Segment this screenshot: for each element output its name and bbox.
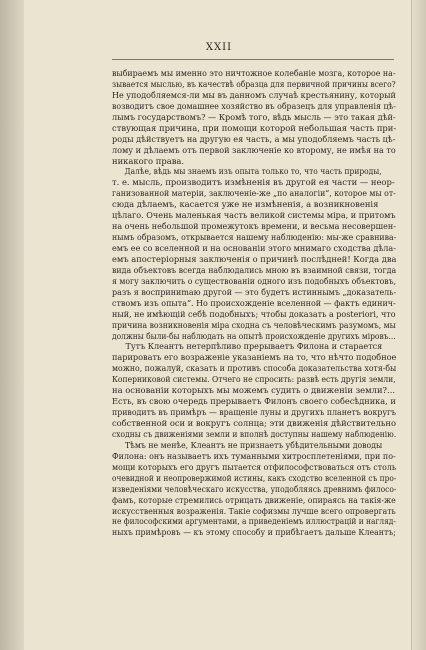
text-line: вида объектовъ всегда наблюдались мною въ взаимной связи, тогда: [112, 264, 397, 275]
text-line: сходны съ движеніями земли и вполнѣ доступны нашему наблюденію.: [112, 428, 397, 439]
text-line: возводитъ свое домашнее хозяйство въ образецъ для управленія цѣ-: [112, 100, 396, 111]
text-line: мощи которыхъ его другъ пытается отфилософствоваться отъ столь: [112, 461, 397, 472]
text-line: не философскими аргументами, а приведеніемъ иллюстрацій и нагляд-: [112, 516, 396, 527]
text-line: нымъ образомъ, открывается нашему наблюденію: мы-же сравнива-: [112, 232, 397, 243]
text-line: роды дѣйствуетъ на другую ея часть, а мы уподобляемъ часть цѣ-: [112, 133, 396, 144]
text-line: ствомъ изъ опыта“. Но происхожденіе вселенной — фактъ единич-: [112, 297, 396, 308]
page-number: XXII: [205, 42, 233, 53]
text-line: т. е. мысль, производитъ измѣненія въ другой ея части — неор-: [112, 177, 395, 188]
text-line: Далѣе, вѣдь мы знаемъ изъ опыта только то, что часть природы,: [124, 166, 382, 177]
page-gutter-shadow: [0, 0, 24, 650]
text-line: на очень небольшой промежутокъ времени, и весьма несовершен-: [112, 221, 396, 232]
text-line: парировать его возраженіе указаніемъ на то, что нѣчто подобное: [112, 352, 397, 363]
text-line: сюда дѣлаемъ, касается уже не измѣненія, а возникновенія: [112, 199, 379, 210]
text-line: приводитъ въ примѣръ — вращеніе луны и другихъ планетъ вокругъ: [112, 407, 397, 418]
text-line: очевидной и неопровержимой истины, какъ сходство вселенной съ про-: [112, 472, 397, 483]
text-line: лому и дѣлаемъ отъ первой заключеніе ко второму, не имѣя на то: [112, 144, 396, 155]
text-line: фамъ, которые стремились отрицать движеніе, опираясь на такія-же: [112, 494, 396, 505]
text-line: лымъ государствомъ? — Кромѣ того, вѣдь мысль — это такая дѣй-: [112, 111, 396, 122]
text-line: Есть, въ свою очередь прерываетъ Филонъ своего собесѣдника, и: [112, 396, 396, 407]
text-line: зывается мыслью, въ качествѣ образца для первичной причины всего?: [112, 78, 396, 89]
text-line: ганизованной матеріи, заключеніе-же „по аналогіи“, которое мы от-: [112, 188, 396, 199]
text-line: емъ апостеріорныя заключенія о причинѣ послѣдней! Когда два: [112, 253, 397, 264]
text-line: ный, не имѣющій себѣ подобныхъ; чтобы доказать a posteriori, что: [112, 308, 396, 319]
text-line: Коперниковой системы. Отчего не спросить: развѣ есть другія земли,: [112, 374, 396, 385]
text-line: Не уподобляемся-ли мы въ данномъ случаѣ крестьянину, который: [112, 89, 396, 100]
text-line: изведеніями человѣческаго искусства, уподобляясь древнимъ филосо-: [112, 483, 397, 494]
text-line: должны были-бы наблюдать на опытѣ происхожденіе другихъ міровъ...: [112, 330, 396, 341]
body-text: [112, 68, 396, 538]
text-line: никакого права.: [112, 155, 185, 166]
text-line: выбираемъ мы именно это ничтожное колебаніе мозга, которое на-: [112, 68, 396, 78]
book-page: [24, 0, 426, 650]
text-line: цѣлаго. Очень маленькая часть великой системы міра, и притомъ: [112, 210, 396, 221]
text-line: можно, пожалуй, сказать и противъ способа доказательства хотя-бы: [112, 363, 397, 374]
text-line: Тутъ Клеантъ нетерпѣливо прерываетъ Филона и старается: [125, 341, 383, 352]
page-edge: [411, 0, 426, 650]
header-rule: [112, 59, 394, 60]
text-line: искусственныя возраженія. Такіе софизмы лучше всего опровергать: [112, 505, 396, 516]
text-line: Тѣмъ не менѣе, Клеантъ не признаетъ убѣдительными доводы: [124, 439, 383, 450]
text-line: я могу заключить о существованіи одного изъ подобныхъ объектовъ,: [112, 275, 397, 286]
text-line: на основаніи которыхъ мы можемъ судить о движеніи земли?...: [112, 385, 396, 396]
text-line: собственной оси и вокругъ солнца; эти движенія дѣйствительно: [112, 418, 396, 428]
text-line: ныхъ примѣровъ — къ этому способу и прибѣгаетъ дальше Клеантъ;: [112, 527, 396, 538]
text-line: емъ ее со вселенной и на основаніи этого мнимаго сходства дѣла-: [112, 243, 396, 253]
text-line: разъ я восприниmаю другой — это будетъ истиннымъ „доказатель-: [112, 286, 397, 297]
text-line: Филона: онъ называетъ ихъ туманными хитросплетеніями, при по-: [112, 450, 396, 461]
text-line: ствующая причина, при помощи которой небольшая часть при-: [112, 122, 397, 133]
text-line: причина возникновенія міра сходна съ человѣческимъ разумомъ, мы: [112, 319, 396, 330]
